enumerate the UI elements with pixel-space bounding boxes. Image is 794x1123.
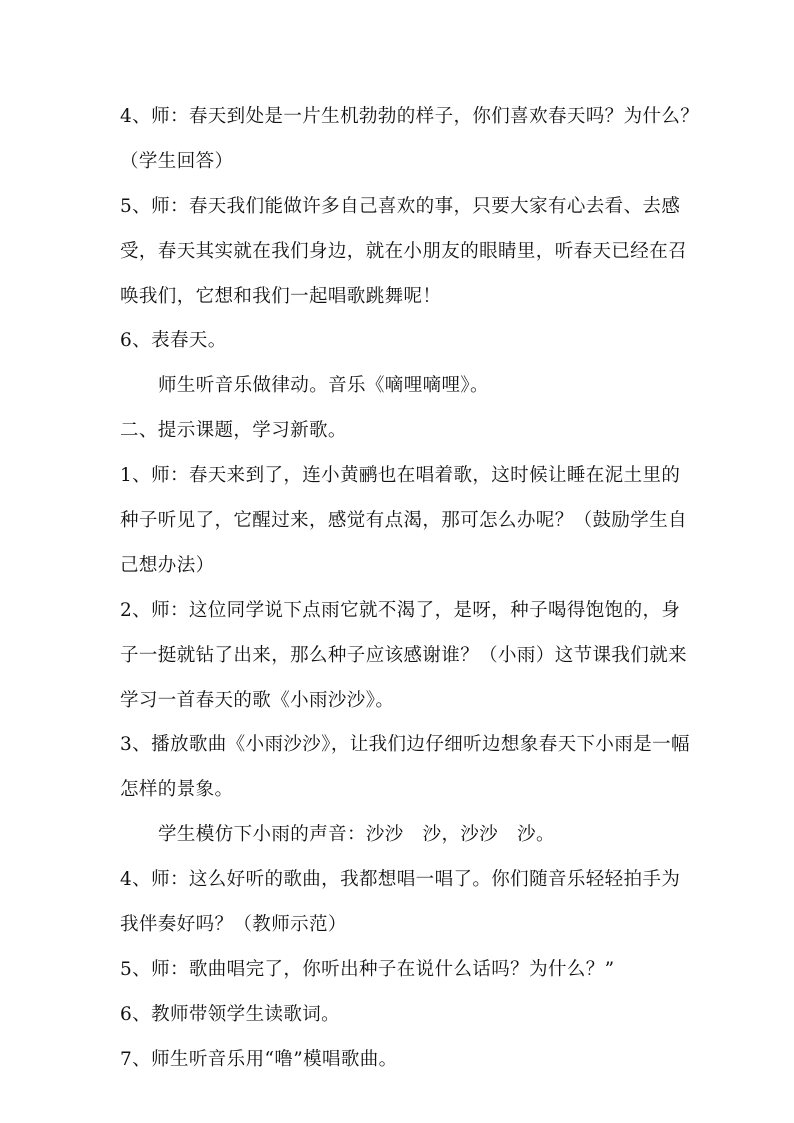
text-line: 1、师：春天来到了，连小黄鹂也在唱着歌，这时候让睡在泥土里的 (120, 465, 681, 487)
text-line: （学生回答） (120, 150, 234, 172)
text-line: 4、师：这么好听的歌曲，我都想唱一唱了。你们随音乐轻轻拍手为 (120, 869, 681, 891)
lesson-plan-text (120, 95, 700, 1083)
text-line: 唤我们，它想和我们一起唱歌跳舞呢！ (120, 285, 442, 307)
text-line: 5、师：歌曲唱完了，你听出种子在说什么话吗？为什么？” (120, 958, 615, 980)
text-line: 种子听见了，它醒过来，感觉有点渴，那可怎么办呢？（鼓励学生自 (120, 510, 688, 532)
text-line: 3、播放歌曲《小雨沙沙》，让我们边仔细听边想象春天下小雨是一幅 (120, 734, 690, 756)
text-line: 学生模仿下小雨的声音：沙沙 沙，沙沙 沙。 (158, 824, 555, 846)
text-line: 己想办法） (120, 554, 215, 576)
text-line: 受，春天其实就在我们身边，就在小朋友的眼睛里，听春天已经在召 (120, 240, 688, 262)
text-line: 7、师生听音乐用“噜”模唱歌曲。 (120, 1048, 398, 1070)
text-line: 5、师：春天我们能做许多自己喜欢的事，只要大家有心去看、去感 (120, 195, 681, 217)
text-line: 6、表春天。 (120, 330, 227, 352)
text-line: 我伴奏好吗？（教师示范） (120, 914, 347, 936)
text-line: 4、师：春天到处是一片生机勃勃的样子，你们喜欢春天吗？为什么？ (120, 106, 700, 127)
text-line: 师生听音乐做律动。音乐《嘀哩嘀哩》。 (158, 375, 489, 397)
text-line: 怎样的景象。 (120, 779, 234, 801)
section-heading: 二、提示课题，学习新歌。 (120, 420, 347, 442)
text-line: 2、师：这位同学说下点雨它就不渴了，是呀，种子喝得饱饱的，身 (120, 599, 681, 621)
text-line: 子一挺就钻了出来，那么种子应该感谢谁？（小雨）这节课我们就来 (120, 644, 688, 666)
text-line: 学习一首春天的歌《小雨沙沙》。 (120, 689, 395, 711)
text-line: 6、教师带领学生读歌词。 (120, 1003, 341, 1025)
